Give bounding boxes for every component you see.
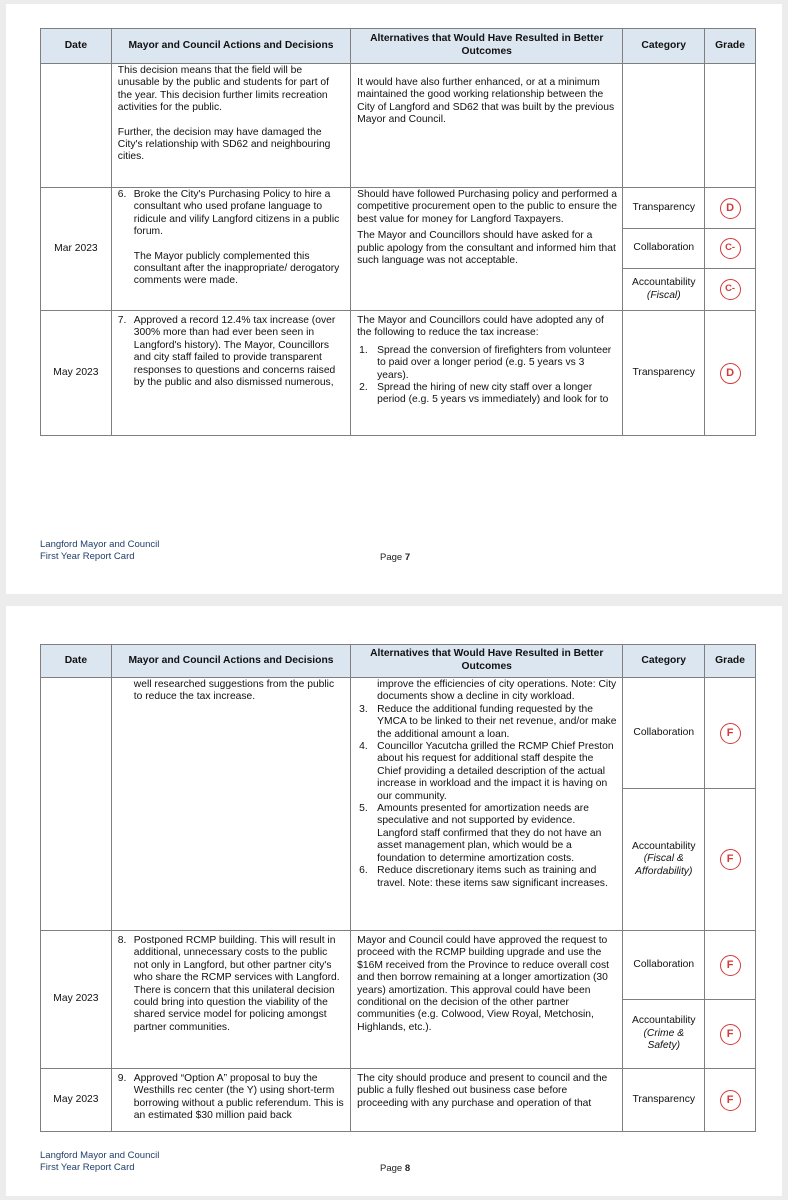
report-card-table — [40, 28, 756, 436]
header-grade: Grade — [704, 645, 755, 677]
header-date: Date — [64, 654, 88, 666]
action-text: 6. Broke the City's Purchasing Policy to hire a consultant who used profane language to ridicule and vilify Langford citizens in a public forum. The Mayor publicly complemented this consultant after the inappropriate/ derogatory comments were made. — [111, 188, 350, 310]
category-label: Transparency — [632, 366, 696, 378]
grade-badge: F — [720, 955, 741, 976]
header-date: Date — [64, 39, 88, 51]
table-row — [41, 1068, 755, 1131]
grade-badge: C- — [720, 279, 741, 300]
table-header-row — [41, 29, 755, 63]
category-label: Collaboration — [633, 958, 695, 970]
page-number: Page 7 — [380, 552, 411, 563]
grade-badge: F — [720, 723, 741, 744]
row-date: Mar 2023 — [54, 242, 98, 254]
action-text: well researched suggestions from the public to reduce the tax increase. — [111, 678, 350, 930]
table-header-row — [41, 645, 755, 677]
table-row — [41, 677, 755, 930]
row-date: May 2023 — [53, 1093, 99, 1105]
footer: Langford Mayor and Council First Year Report Card — [40, 539, 160, 562]
action-text: 8. Postponed RCMP building. This will result in additional, unnecessary costs to the public not only in Langford, but other partner city's who share the RCMP services with Langford. There is concern that this unilateral decision could bring into question the viability of the shared service model for policing amongst partner communities. — [111, 931, 350, 1068]
list-item: 5. Amounts presented for amortization needs are speculative and not supported by evidence. Langford staff confirmed that they do not have an asset management plan, which would be a foundation to determine amortization costs. — [359, 803, 602, 864]
category-label: Accountability (Crime & Safety) — [623, 999, 704, 1068]
category-label: Collaboration — [633, 726, 695, 738]
alternative-text: improve the efficiencies of city operations. Note: City documents show a decline in city workload. 3. Reduce the additional funding requested by the YMCA to be linked to their net revenue, and/or make the additional amount a loan. 4. Councillor Yacutcha grilled the RCMP Chief Preston about his request for additional staff despite the Chief providing a detailed description of the actual increase in workload and the impact it is having on our community. 5. Amounts presented for amortization needs are speculative and not supported by evidence. Langford staff confirmed that they do not have an asset management plan, which would be a foundation to determine amortization costs. 6. Reduce discretionary items such as training and travel. Note: these items saw significant increases. — [350, 678, 622, 930]
category-label: Collaboration — [623, 228, 704, 268]
table-row — [41, 187, 755, 310]
category-label: Accountability (Fiscal & Affordability) — [623, 788, 704, 930]
header-category: Category — [622, 645, 704, 677]
grade-badge: D — [720, 198, 741, 219]
category-label: Transparency — [632, 201, 696, 213]
header-category: Category — [622, 29, 704, 63]
row-date: May 2023 — [53, 366, 99, 378]
action-text: 9. Approved “Option A” proposal to buy the Westhills rec center (the Y) using short-term borrowing without a public referendum. This is an estimated $30 million paid back — [111, 1069, 350, 1131]
header-actions: Mayor and Council Actions and Decisions — [111, 29, 350, 63]
grade-badge: C- — [720, 238, 741, 259]
alternative-text: The city should produce and present to council and the public a fully fleshed out business case before proceeding with any purchase and operation of that — [350, 1069, 622, 1131]
action-text: This decision means that the field will be unusable by the public and students for part of the year. This decision further limits recreation activities for the public. Further, the decision may have damaged the City's relationship with SD62 and neighbouring cities. — [111, 64, 350, 187]
header-actions: Mayor and Council Actions and Decisions — [111, 645, 350, 677]
grade-badge: F — [720, 1090, 741, 1111]
header-alternatives: Alternatives that Would Have Resulted in Better Outcomes — [350, 29, 622, 63]
report-card-table — [40, 644, 756, 1132]
table-row — [41, 63, 755, 187]
header-alternatives: Alternatives that Would Have Resulted in Better Outcomes — [350, 645, 622, 677]
list-item: 3. Reduce the additional funding requested by the YMCA to be linked to their net revenue, and/or make the additional amount a loan. — [359, 703, 617, 740]
category-label: Accountability (Fiscal) — [623, 268, 704, 310]
page-number: Page 8 — [380, 1163, 411, 1174]
row-date: May 2023 — [53, 993, 99, 1005]
list-item: 6. Reduce discretionary items such as training and travel. Note: these items saw significant increases. — [359, 865, 608, 889]
alternative-text: Should have followed Purchasing policy and performed a competitive procurement open to the public to ensure the best value for money for Langford Taxpayers. The Mayor and Councillors should have asked for a public apology from the consultant and informed him that such language was not acceptable. — [350, 188, 622, 310]
footer: Langford Mayor and Council First Year Report Card — [40, 1150, 160, 1173]
alternative-text: Mayor and Council could have approved the request to proceed with the RCMP building upgrade and use the $16M received from the Province to reduce overall cost and then borrow remaining at a longer amortization (30 years) amortization. This approval could have been conditional on the decision of the other partner communities (e.g. Colwood, View Royal, Metchosin, Highlands, etc.). — [350, 931, 622, 1068]
header-grade: Grade — [704, 29, 755, 63]
list-item: 1. Spread the conversion of firefighters from volunteer to paid over a longer period (e.g. 5 years vs 3 years). — [359, 344, 612, 381]
grade-badge: F — [720, 1024, 741, 1045]
alternative-text: The Mayor and Councillors could have adopted any of the following to reduce the tax increase: 1. Spread the conversion of firefighters from volunteer to paid over a longer period (e.g. 5 years vs 3 years). 2. Spread the hiring of new city staff over a longer period (e.g. 5 years vs immediately) and look for to — [350, 311, 622, 435]
grade-badge: D — [720, 363, 741, 384]
list-item: 2. Spread the hiring of new city staff over a longer period (e.g. 5 years vs immediately) and look for to — [359, 382, 609, 406]
report-page-8 — [6, 606, 782, 1196]
category-label: Transparency — [632, 1093, 696, 1105]
table-row — [41, 310, 755, 435]
grade-badge: F — [720, 849, 741, 870]
table-row — [41, 930, 755, 1068]
report-page-7 — [6, 4, 782, 594]
list-item: 4. Councillor Yacutcha grilled the RCMP Chief Preston about his request for additional staff despite the Chief providing a detailed description of the actual increase in workload and the impact it is having on our community. — [359, 741, 614, 802]
action-text: 7. Approved a record 12.4% tax increase (over 300% more than had ever been seen in Langford's history). The Mayor, Councillors and city staff failed to provide transparent responses to questions and concerns raised by the public and also dismissed numerous, — [111, 311, 350, 435]
alternative-text: It would have also further enhanced, or at a minimum maintained the good working relationship between the City of Langford and SD62 that was built by the previous Mayor and Council. — [350, 64, 622, 187]
